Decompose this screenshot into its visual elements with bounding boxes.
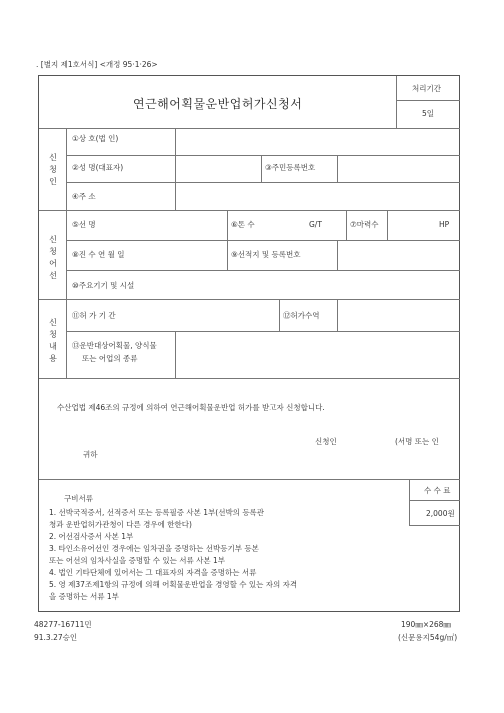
form-title: 연근해어획물운반업허가신청서 (133, 97, 303, 111)
document-item: 1. 선박국적증서, 선적증서 또는 등록필증 사본 1부(선박의 등록관 (49, 508, 265, 517)
fee-label: 수 수 료 (424, 486, 451, 495)
field-period: ⑪허 가 기 간 (72, 311, 116, 320)
divider (346, 210, 347, 240)
application-form (38, 75, 460, 612)
footer-approval: 91.3.27승인 (34, 633, 78, 642)
footer-form-number: 48277-16711민 (34, 620, 92, 629)
signature-applicant: 신청인 (315, 437, 337, 446)
divider (396, 100, 460, 101)
field-ship-name: ⑤선 명 (72, 220, 96, 229)
divider (261, 155, 262, 182)
field-permit-count: ⑫허가수역 (283, 311, 320, 320)
divider (337, 240, 338, 270)
divider (66, 182, 460, 183)
divider (39, 128, 460, 129)
divider (66, 270, 460, 271)
divider (66, 155, 460, 156)
field-rrn: ③주민등록번호 (265, 163, 316, 172)
divider (175, 182, 176, 210)
divider (227, 240, 228, 270)
divider (409, 479, 410, 525)
processing-period-label: 처리기간 (412, 84, 441, 93)
hp-unit: HP (439, 220, 450, 229)
divider (337, 155, 338, 182)
document-item: 을 증명하는 서류 1부 (49, 592, 119, 601)
document-item: 청과 운반업허가관청이 다른 경우에 한한다) (49, 520, 192, 529)
field-registry: ⑨선적지 및 등록번호 (231, 250, 301, 259)
processing-period-value: 5일 (422, 109, 435, 118)
field-name: ②성 명(대표자) (72, 163, 124, 172)
section-vessel: 신청어선 (49, 235, 57, 280)
divider (337, 299, 338, 331)
footer-paper-size: 190㎜×268㎜ (401, 620, 451, 629)
divider (409, 500, 460, 501)
divider (39, 479, 460, 480)
field-horsepower: ⑦마력수 (350, 220, 379, 229)
divider (39, 378, 460, 379)
divider (396, 76, 397, 128)
section-applicant: 신청인 (49, 153, 57, 186)
divider (39, 210, 460, 211)
document-item: 4. 법인 기타단체에 있어서는 그 대표자의 자격을 증명하는 서류 (49, 568, 257, 577)
divider (387, 210, 388, 240)
divider (175, 128, 176, 155)
header-note: . [별지 제1호서식] <개정 95·1·26> (36, 60, 158, 69)
document-item: 5. 영 제37조제1항의 규정에 의해 어획물운반업을 경영할 수 있는 자의 자격 (49, 580, 298, 589)
divider (39, 299, 460, 300)
addressee: 귀하 (83, 450, 98, 459)
signature-note: (서명 또는 인 (395, 437, 439, 446)
divider (409, 525, 460, 526)
field-cargo-line1: ⑬운반대상어획물, 양식물 (72, 341, 157, 350)
field-tonnage: ⑥톤 수 (231, 220, 255, 229)
declaration-text: 수산업법 제46조의 규정에 의하여 연근해어획물운반업 허가를 받고자 신청합니다. (57, 403, 325, 412)
field-address: ④주 소 (72, 192, 96, 201)
footer-paper-type: (신문용지54g/㎡) (398, 633, 458, 642)
field-equipment: ⑩주요기기 및 시설 (72, 281, 135, 290)
field-cargo-line2: 또는 어업의 종류 (82, 354, 138, 363)
divider (66, 240, 460, 241)
document-item: 2. 어선검사증서 사본 1부 (49, 532, 134, 541)
section-request: 신청내용 (49, 318, 57, 363)
field-company: ①상 호(법 인) (72, 134, 119, 143)
divider (279, 299, 280, 331)
fee-value: 2,000원 (426, 509, 455, 518)
document-item: 또는 어선의 임차사실을 증명할 수 있는 서류 사본 1부 (49, 556, 225, 565)
divider (66, 128, 67, 378)
divider (66, 331, 460, 332)
field-built-date: ⑧진 수 연 월 일 (72, 250, 125, 259)
divider (227, 210, 228, 240)
tonnage-unit: G/T (309, 220, 322, 229)
divider (175, 155, 176, 182)
documents-heading: 구비서류 (64, 494, 93, 503)
document-item: 3. 타인소유어선인 경우에는 임차권을 증명하는 선박등기부 등본 (49, 544, 259, 553)
divider (175, 331, 176, 378)
